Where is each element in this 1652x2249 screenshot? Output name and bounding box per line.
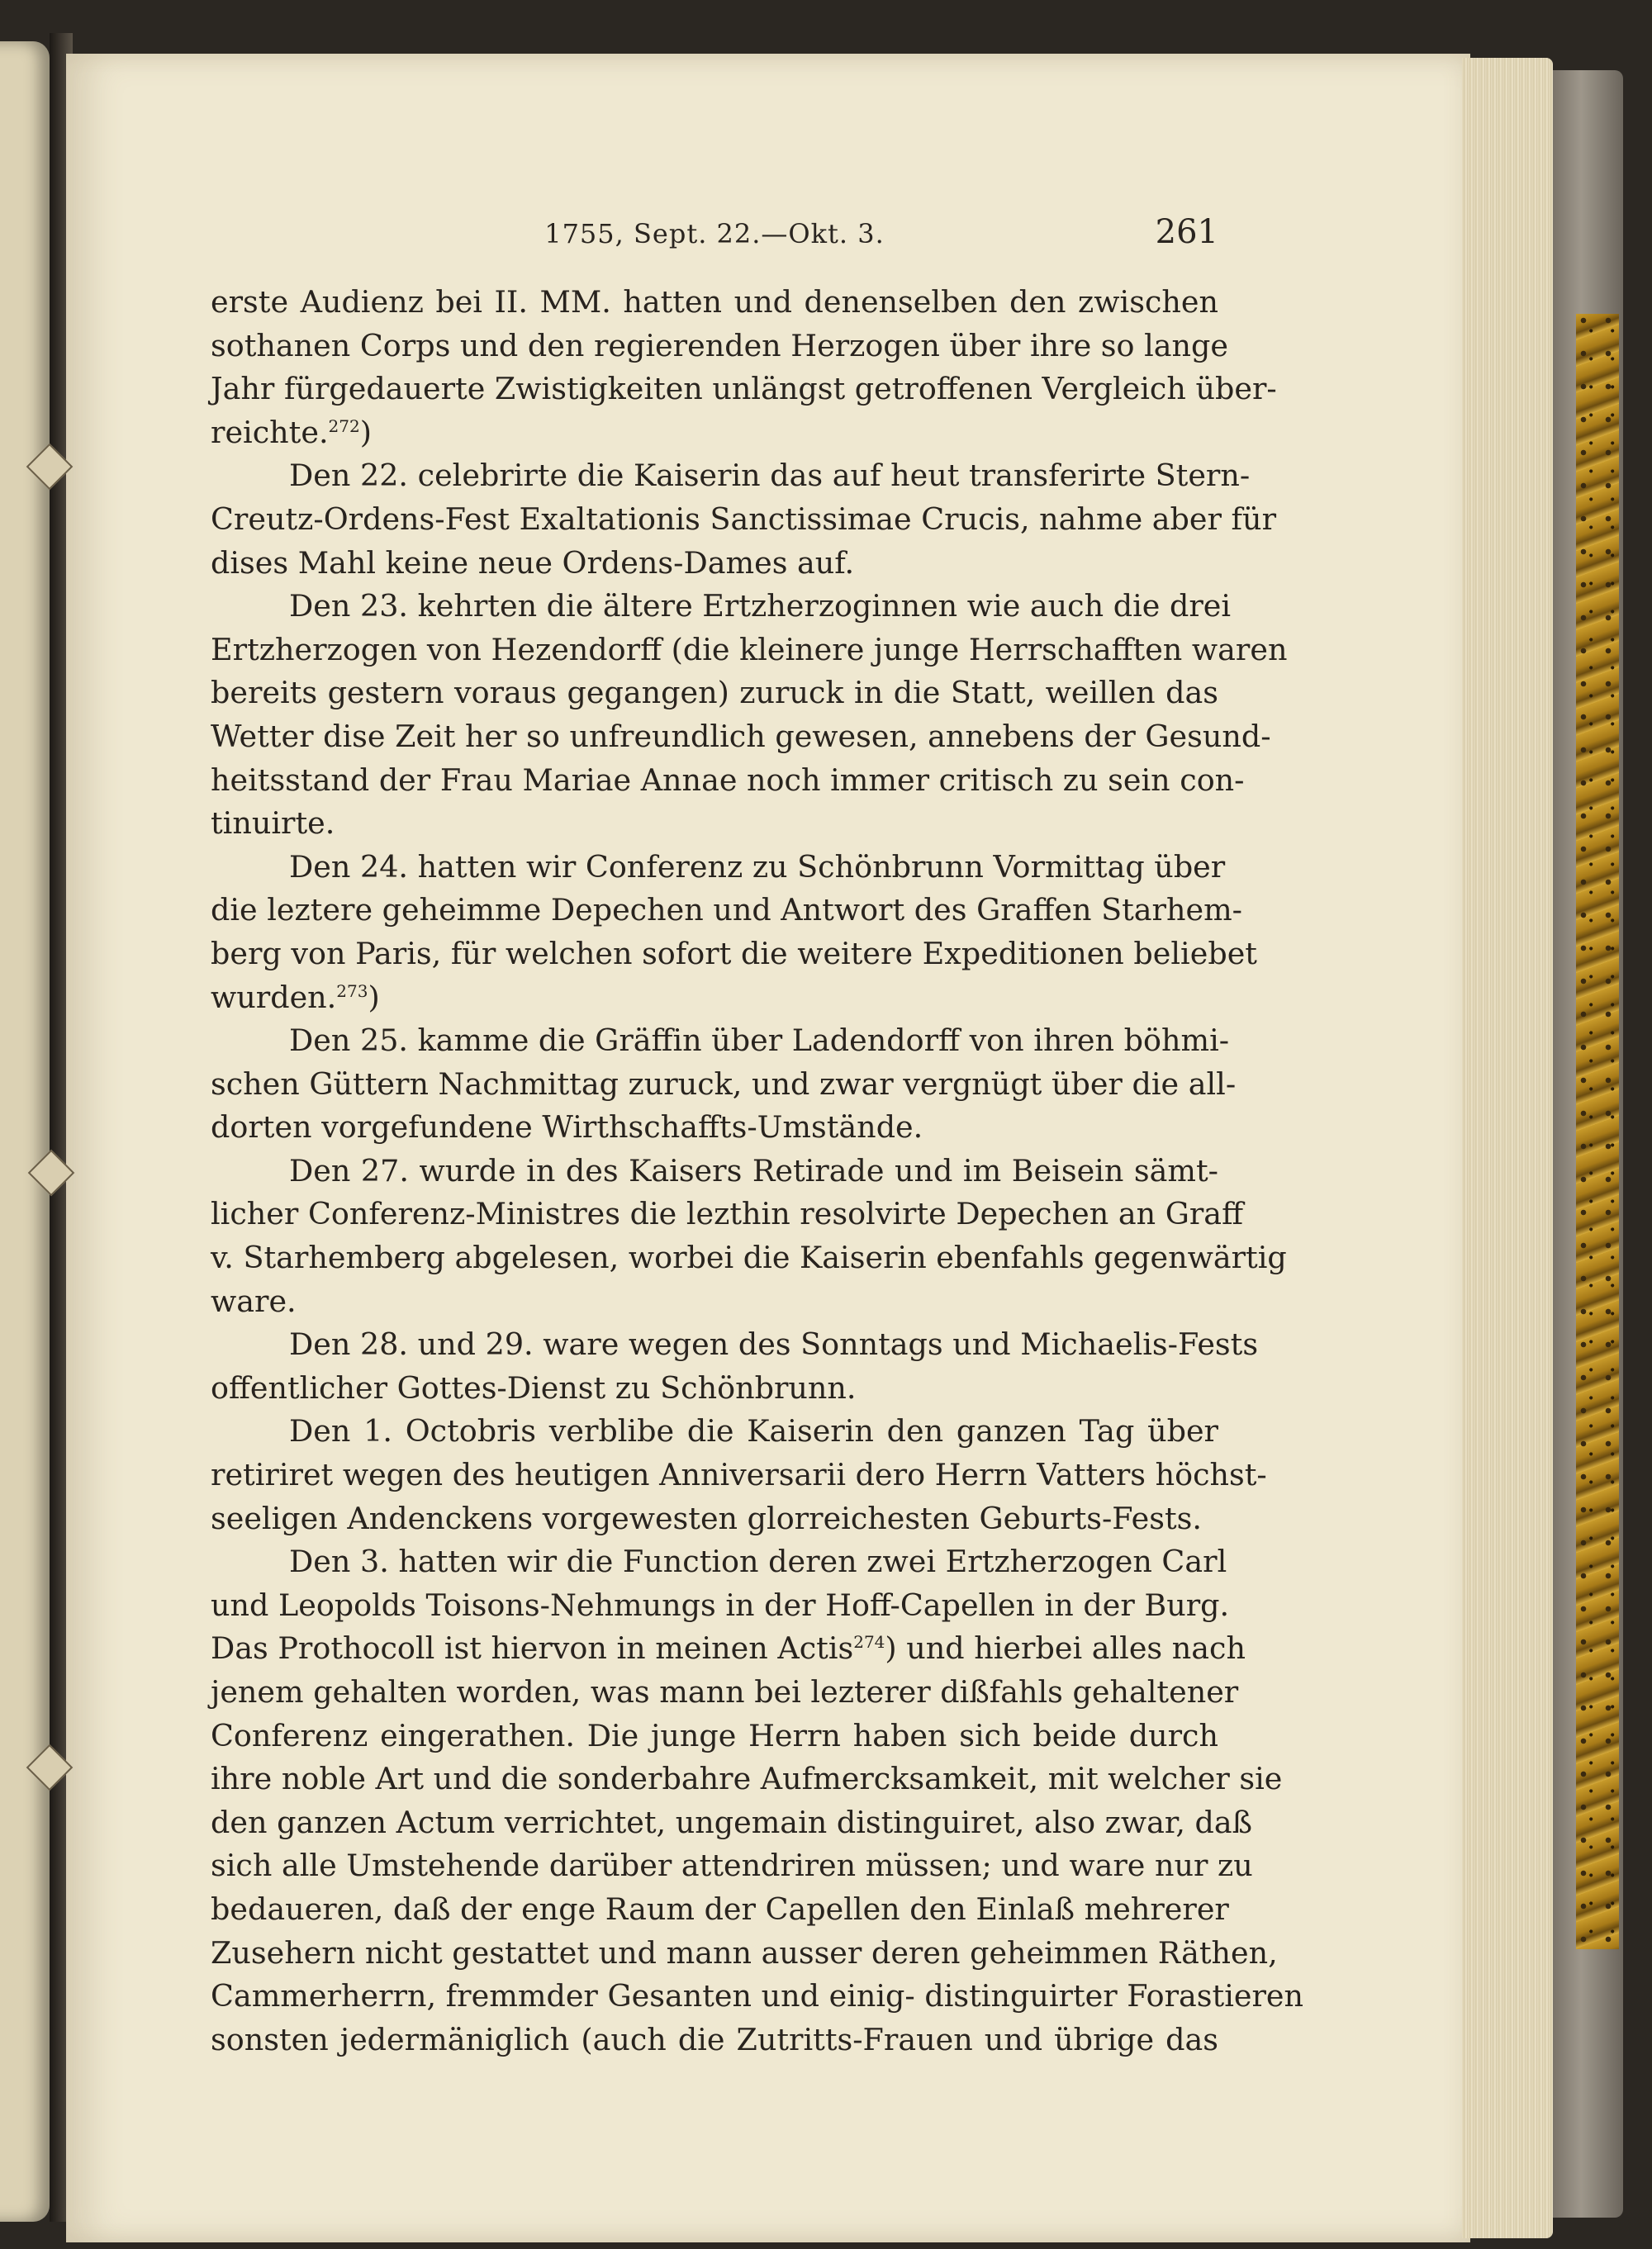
text-line	[211, 1410, 1218, 1454]
text-line	[211, 1063, 1237, 1107]
line-text: Ertzherzogen von Hezendorff (die kleinere junge Herrschafften waren	[211, 631, 1288, 667]
text-line	[211, 1975, 1304, 2019]
line-text: ware.	[211, 1283, 297, 1319]
line-text: Cammerherrn, fremmder Gesanten und einig- distinguirter Forastieren	[211, 1978, 1304, 2014]
text-line	[211, 1801, 1253, 1845]
text-line	[211, 889, 1243, 932]
text-line	[211, 498, 1277, 542]
text-line	[211, 1193, 1244, 1236]
running-head: 1755, Sept. 22.—Okt. 3.	[544, 218, 885, 249]
line-text: und Leopolds Toisons-Nehmungs in der Hoff-Capellen in der Burg.	[211, 1587, 1230, 1623]
line-text-continued: )	[368, 979, 380, 1015]
text-line	[211, 1367, 1218, 1411]
text-line	[211, 1584, 1230, 1628]
line-text: Den 1. Octobris verblibe die Kaiserin den ganzen Tag über	[289, 1413, 1218, 1450]
line-text: dorten vorgefundene Wirthschaffts-Umstände.	[211, 1109, 923, 1146]
text-line	[211, 1323, 1259, 1367]
line-text: offentlicher Gottes-Dienst zu Schönbrunn.	[211, 1369, 857, 1406]
line-text: seeligen Andenckens vorgewesten glorreichesten Geburts-Fests.	[211, 1500, 1202, 1536]
page-edges	[1462, 58, 1553, 2238]
line-text: sothanen Corps und den regierenden Herzogen über ihre so lange	[211, 327, 1229, 363]
line-text-continued: )	[359, 414, 372, 450]
line-text: jenem gehalten worden, was mann bei lezterer dißfahls gehaltener	[211, 1674, 1239, 1710]
line-text: die leztere geheimme Depechen und Antwort des Graffen Starhem-	[211, 892, 1243, 928]
text-line	[211, 759, 1245, 803]
text-line	[211, 802, 1218, 846]
text-line	[211, 1671, 1239, 1715]
line-text: heitsstand der Frau Mariae Annae noch immer critisch zu sein con-	[211, 762, 1245, 798]
line-text: Conferenz eingerathen. Die junge Herrn haben sich beide durch	[211, 1717, 1218, 1753]
line-text-continued: ) und hierbei alles nach	[885, 1630, 1246, 1667]
line-text: licher Conferenz-Ministres die lezthin resolvirte Depechen an Graff	[211, 1196, 1244, 1232]
text-line	[211, 1454, 1267, 1497]
line-text: ihre noble Art und die sonderbahre Aufmercksamkeit, mit welcher sie	[211, 1761, 1283, 1797]
line-text: Den 27. wurde in des Kaisers Retirade und im Beisein sämt-	[289, 1152, 1218, 1189]
line-text: Den 22. celebrirte die Kaiserin das auf heut transferirte Stern-	[289, 458, 1251, 494]
line-text: dises Mahl keine neue Ordens-Dames auf.	[211, 544, 855, 581]
text-line	[211, 585, 1232, 629]
text-line	[211, 1758, 1283, 1801]
line-text: Zusehern nicht gestattet und mann ausser deren geheimmen Räthen,	[211, 1934, 1278, 1971]
footnote-ref: 272	[328, 415, 360, 436]
left-page-edge	[0, 41, 50, 2222]
line-text: Den 24. hatten wir Conferenz zu Schönbrunn Vormittag über	[289, 848, 1226, 885]
page-header	[211, 213, 1218, 254]
text-line	[211, 1019, 1230, 1063]
text-line	[211, 629, 1288, 672]
footnote-ref: 273	[336, 980, 368, 1001]
text-line	[211, 1888, 1229, 1932]
text-line	[211, 976, 1218, 1020]
text-line	[211, 1150, 1218, 1193]
body-text	[211, 281, 1304, 2062]
text-line	[211, 1932, 1278, 1976]
text-line	[211, 281, 1218, 325]
text-line	[211, 1236, 1287, 1280]
line-text: Wetter dise Zeit her so unfreundlich gewesen, annebens der Gesund-	[211, 718, 1271, 754]
line-text: sich alle Umstehende darüber attendriren müssen; und ware nur zu	[211, 1848, 1253, 1884]
line-text: Den 28. und 29. ware wegen des Sonntags und Michaelis-Fests	[289, 1326, 1259, 1363]
line-text: Creutz-Ordens-Fest Exaltationis Sanctissimae Crucis, nahme aber für	[211, 501, 1277, 537]
line-text: Das Prothocoll ist hiervon in meinen Actis	[211, 1630, 854, 1667]
line-text: Den 25. kamme die Gräffin über Ladendorff von ihren böhmi-	[289, 1022, 1230, 1059]
text-line	[211, 671, 1218, 715]
line-text: schen Güttern Nachmittag zuruck, und zwar vergnügt über die all-	[211, 1065, 1237, 1102]
line-text: bereits gestern voraus gegangen) zuruck in die Statt, weillen das	[211, 675, 1218, 711]
text-line	[211, 411, 1218, 455]
text-line	[211, 1280, 1218, 1324]
line-text: berg von Paris, für welchen sofort die weitere Expeditionen beliebet	[211, 935, 1257, 971]
line-text: erste Audienz bei II. MM. hatten und denenselben den zwischen	[211, 284, 1218, 320]
text-line	[211, 542, 1218, 586]
line-text: den ganzen Actum verrichtet, ungemain distinguiret, also zwar, daß	[211, 1804, 1253, 1840]
line-text: sonsten jedermäniglich (auch die Zutritts-Frauen und übrige das	[211, 2021, 1218, 2057]
text-line	[211, 368, 1277, 411]
page-number: 261	[1155, 213, 1218, 251]
line-text: retiriret wegen des heutigen Anniversarii dero Herrn Vatters höchst-	[211, 1457, 1267, 1493]
text-line	[211, 1540, 1227, 1584]
line-text: v. Starhemberg abgelesen, worbei die Kaiserin ebenfahls gegenwärtig	[211, 1240, 1287, 1276]
line-text: bedaueren, daß der enge Raum der Capellen den Einlaß mehrerer	[211, 1891, 1229, 1927]
text-line	[211, 932, 1257, 976]
text-line	[211, 2019, 1218, 2062]
text-line	[211, 1497, 1218, 1541]
marbled-cover-strip	[1576, 314, 1619, 1949]
text-line	[211, 454, 1251, 498]
text-line	[211, 1844, 1253, 1888]
text-line	[211, 1106, 1218, 1150]
line-text: tinuirte.	[211, 805, 335, 842]
line-text: Jahr fürgedauerte Zwistigkeiten unlängst getroffenen Vergleich über-	[211, 371, 1277, 407]
text-line	[211, 1715, 1218, 1758]
text-line	[211, 715, 1271, 759]
text-line	[211, 846, 1226, 890]
text-line	[211, 325, 1229, 368]
line-text: Den 23. kehrten die ältere Ertzherzoginnen wie auch die drei	[289, 588, 1232, 624]
line-text: reichte.	[211, 414, 329, 450]
line-text: wurden.	[211, 979, 337, 1015]
footnote-ref: 274	[853, 1632, 885, 1653]
line-text: Den 3. hatten wir die Function deren zwei Ertzherzogen Carl	[289, 1544, 1227, 1580]
text-line	[211, 1627, 1246, 1671]
